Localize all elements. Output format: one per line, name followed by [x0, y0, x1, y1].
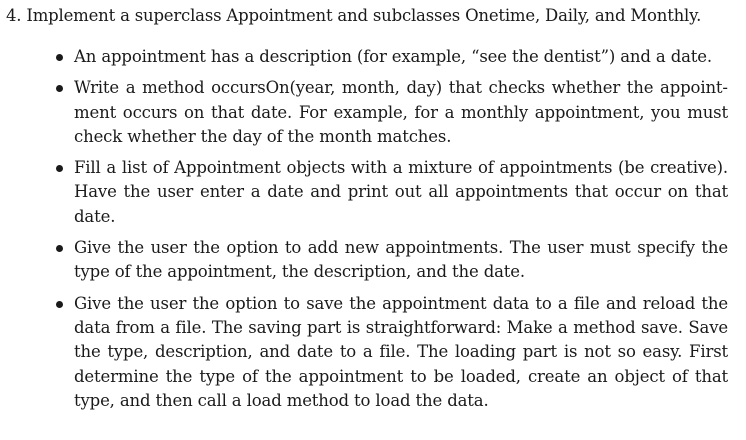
list-item-text: Fill a list of Appointment objects with a mixture of appointments (be creative). Have the user enter a date and print out all appointments that occur on that date. [74, 158, 728, 226]
list-item [56, 45, 728, 69]
list-item-text: Give the user the option to add new appointments. The user must specify the type of the appointment, the description, and the date. [74, 238, 728, 282]
list-item-text: Give the user the option to save the appointment data to a file and reload the data from a file. The saving part is straightforward: Make a method save. Save the type, description, and date to a file. The loading part is not so easy. First determine the type of the appointment to be loaded, create an object of that type, and then call a load method to load the data. [74, 293, 728, 410]
list-item [56, 76, 728, 149]
list-item [56, 236, 728, 285]
bullet-icon [56, 301, 63, 308]
bullet-icon [56, 54, 63, 61]
list-item-text: Write a method occursOn(year, month, day) that checks whether the appointment occurs on that date. For example, for a monthly appointment, you must check whether the day of the month matches. [74, 78, 728, 146]
bullet-icon [56, 165, 63, 172]
problem-heading: 4. Implement a superclass Appointment and subclasses Onetime, Daily, and Monthly. [6, 6, 702, 25]
requirements-list [56, 45, 728, 413]
bullet-icon [56, 85, 63, 92]
list-item [56, 292, 728, 413]
bullet-icon [56, 245, 63, 252]
list-item-text: An appointment has a description (for example, “see the dentist”) and a date. [74, 47, 712, 66]
list-item [56, 156, 728, 229]
